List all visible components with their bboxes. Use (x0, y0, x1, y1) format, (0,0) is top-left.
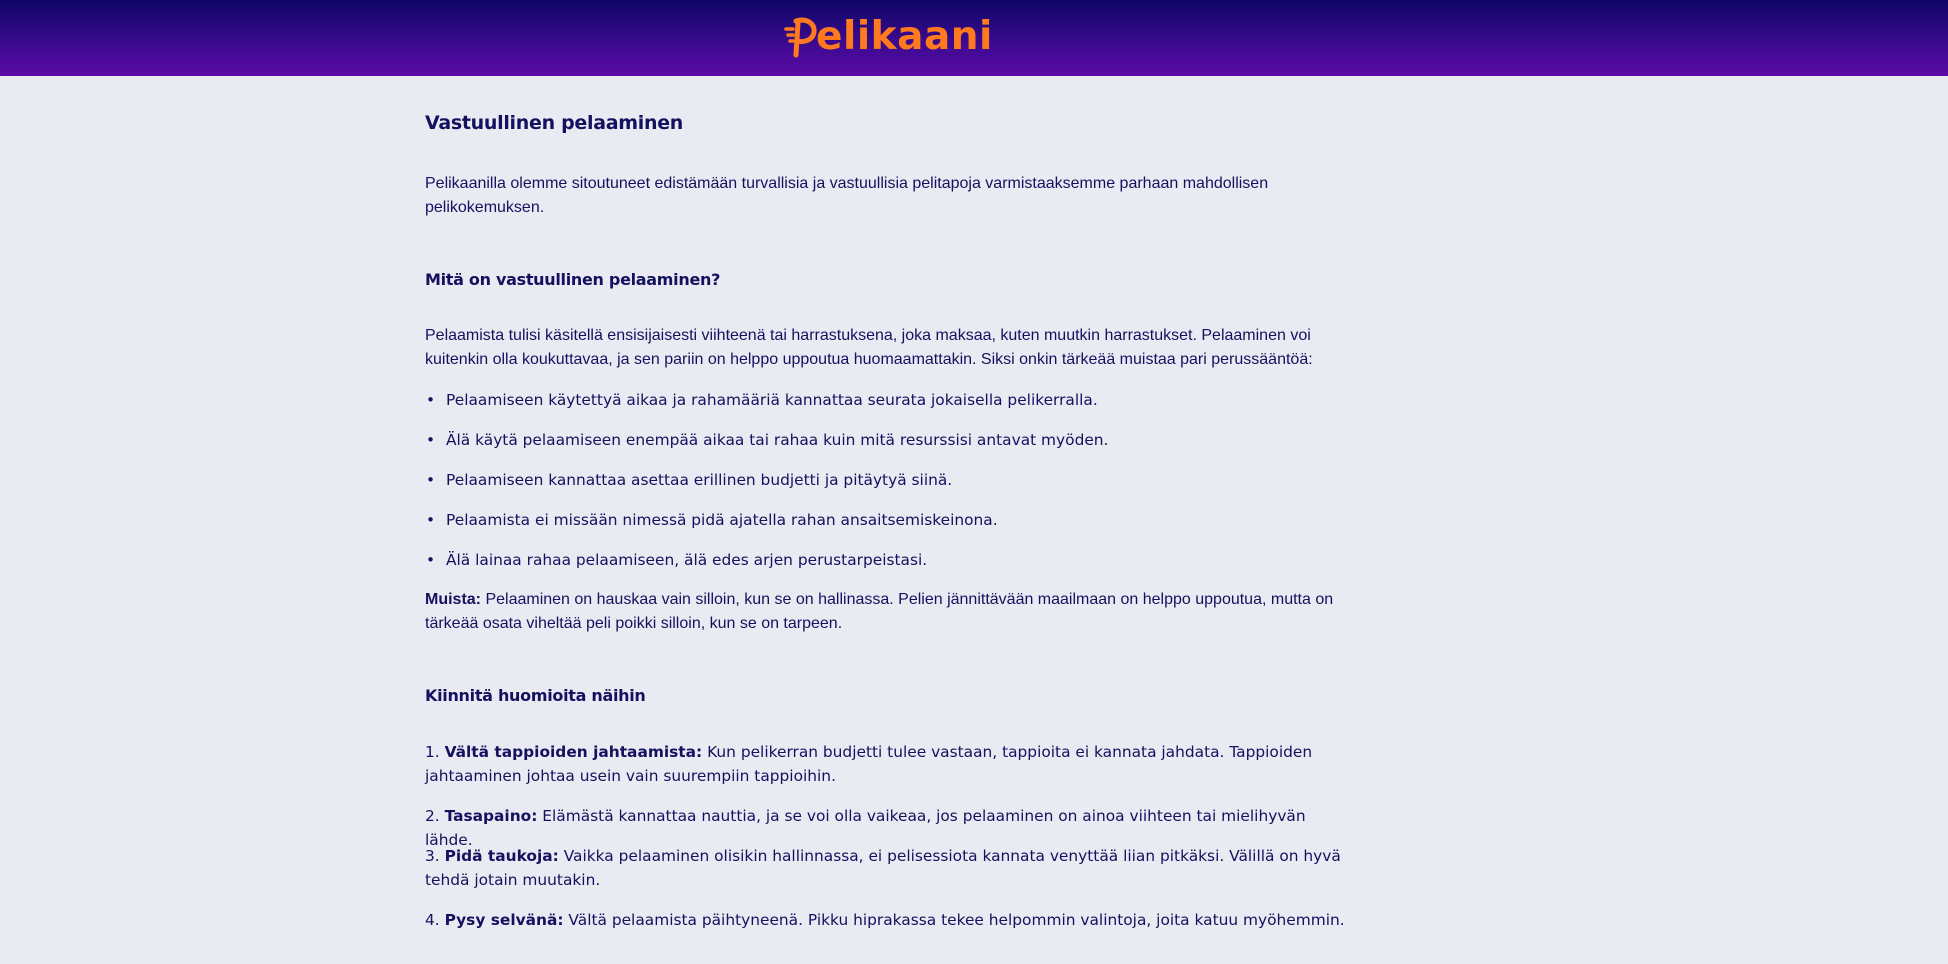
section-heading-pay-attention: Kiinnitä huomioita näihin (425, 686, 646, 705)
section1-paragraph: Pelaamista tulisi käsitellä ensisijaisesti viihteenä tai harrastuksena, joka maksaa, kuten muutkin harrastukset. Pelaaminen voi kuitenkin olla koukuttavaa, ja sen pariin on helppo uppoutua huomaamattakin. Siksi onkin tärkeää muistaa pari perussääntöä: (425, 327, 1313, 368)
list-item-text: Pelaamiseen kannattaa asettaa erillinen budjetti ja pitäytyä siinä. (446, 471, 953, 489)
item-label: Pysy selvänä: (444, 911, 564, 929)
list-item-text: Älä käytä pelaamiseen enempää aikaa tai rahaa kuin mitä resurssisi antavat myöden. (446, 431, 1109, 449)
intro-paragraph: Pelikaanilla olemme sitoutuneet edistämään turvallisia ja vastuullisia pelitapoja varmistaaksemme parhaan mahdollisen pelikokemuksen. (425, 175, 1269, 216)
list-item (425, 508, 1345, 532)
item-number: 3. (425, 847, 445, 865)
pelican-logo-icon (784, 15, 818, 59)
numbered-item (425, 844, 1345, 892)
list-item-text: Pelaamiseen käytettyä aikaa ja rahamääriä kannattaa seurata jokaisella pelikerralla. (446, 391, 1098, 409)
bullet-icon: • (426, 511, 436, 529)
bullet-icon: • (426, 551, 436, 569)
bullet-icon: • (426, 471, 436, 489)
list-item-text: Älä lainaa rahaa pelaamiseen, älä edes arjen perustarpeistasi. (446, 551, 928, 569)
section-heading-what-is: Mitä on vastuullinen pelaaminen? (425, 270, 721, 289)
list-item (425, 468, 1345, 492)
item-text: Elämästä kannattaa nauttia, ja se voi olla vaikeaa, jos pelaaminen on ainoa viihteen tai mielihyvän lähde. (425, 807, 1306, 849)
item-label: Tasapaino: (444, 807, 538, 825)
item-label: Pidä taukoja: (444, 847, 559, 865)
list-item (425, 388, 1345, 412)
list-item-text: Pelaamista ei missään nimessä pidä ajatella rahan ansaitsemiskeinona. (446, 511, 998, 529)
list-item (425, 548, 1345, 572)
site-header (0, 0, 1948, 76)
numbered-item (425, 740, 1345, 788)
logo[interactable] (784, 14, 993, 60)
remember-label: Muista: (425, 591, 481, 608)
item-text: Vältä pelaamista päihtyneenä. Pikku hiprakassa tekee helpommin valintoja, joita katuu myöhemmin. (563, 911, 1345, 929)
numbered-item (425, 908, 1345, 932)
item-number: 1. (425, 743, 445, 761)
item-text: Kun pelikerran budjetti tulee vastaan, tappioita ei kannata jahdata. Tappioiden jahtaaminen johtaa usein vain suurempiin tappioihin. (425, 743, 1313, 785)
bullet-icon: • (426, 391, 436, 409)
item-number: 2. (425, 807, 445, 825)
logo-wordmark: elikaani (816, 14, 993, 59)
bullet-icon: • (426, 431, 436, 449)
item-text: Vaikka pelaaminen olisikin hallinnassa, ei pelisessiota kannata venyttää liian pitkäksi. Välillä on hyvä tehdä jotain muutakin. (425, 847, 1341, 889)
page-title: Vastuullinen pelaaminen (425, 112, 684, 134)
item-number: 4. (425, 911, 445, 929)
item-label: Vältä tappioiden jahtaamista: (444, 743, 703, 761)
list-item (425, 428, 1345, 452)
remember-text: Pelaaminen on hauskaa vain silloin, kun se on hallinassa. Pelien jännittävään maailmaan on helppo uppoutua, mutta on tärkeää osata viheltää peli poikki silloin, kun se on tarpeen. (425, 591, 1334, 632)
remember-note (425, 588, 1345, 636)
